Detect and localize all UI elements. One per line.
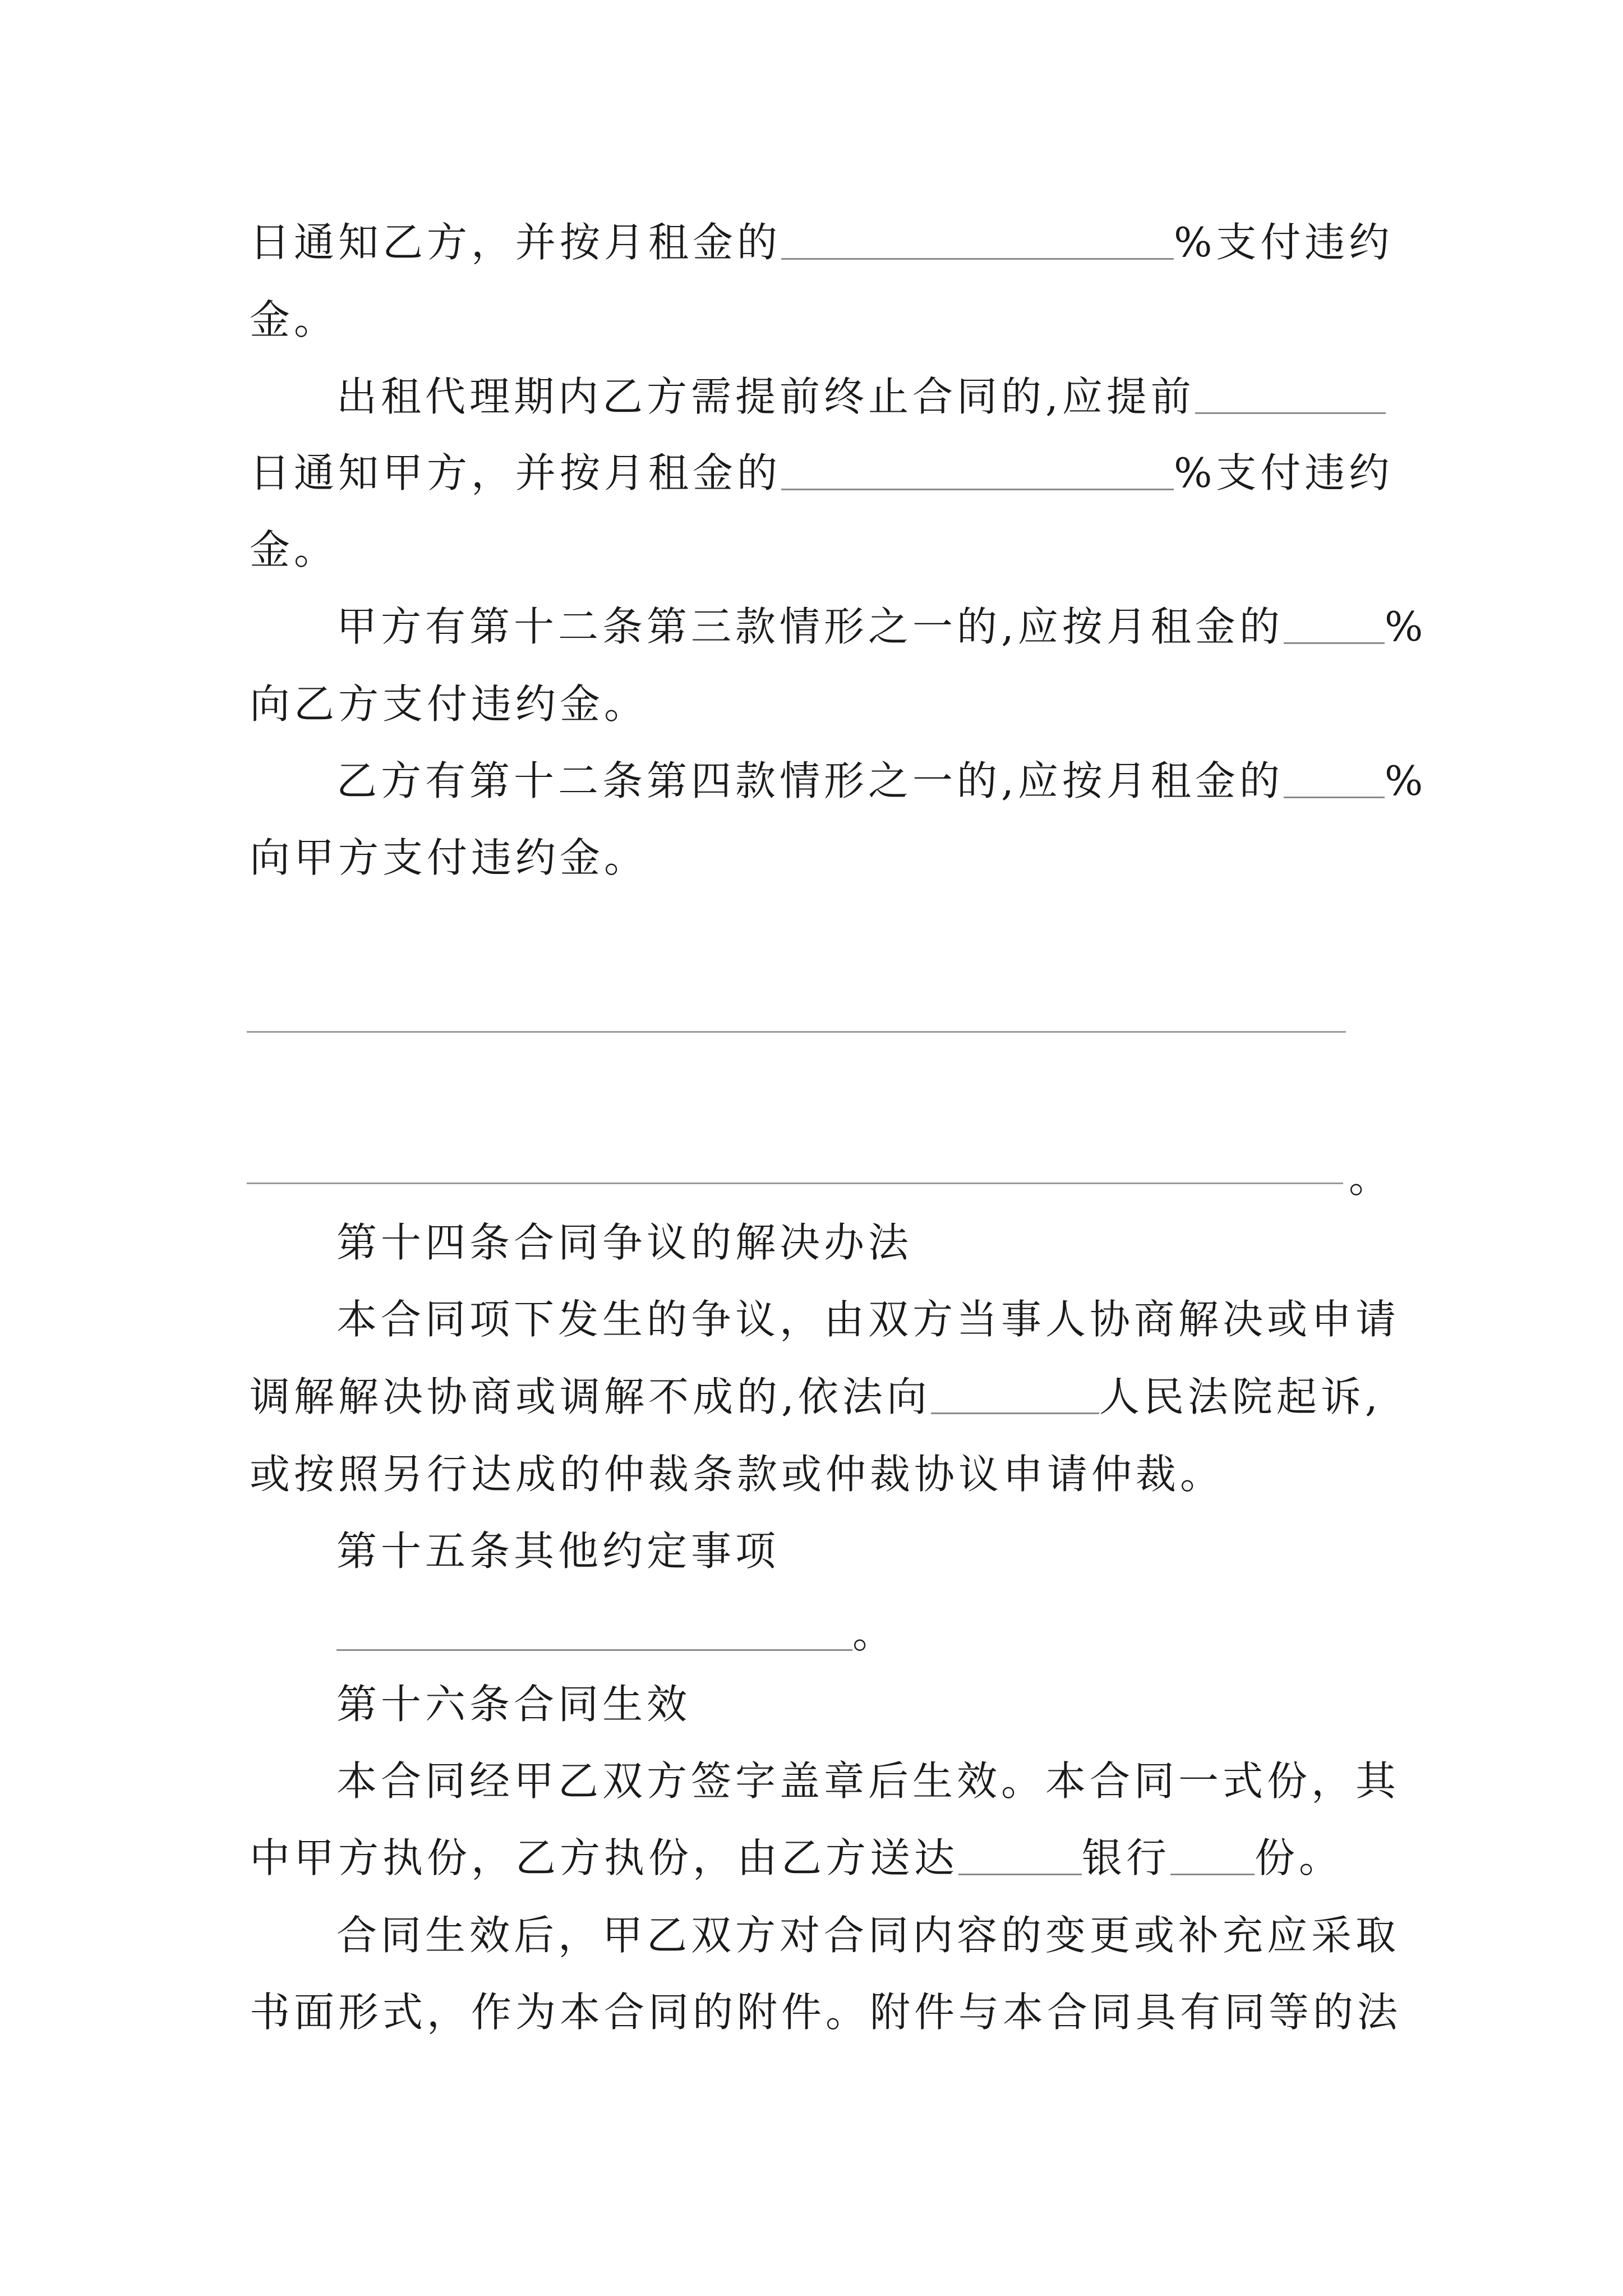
text-segment: % — [1384, 603, 1427, 650]
text-line — [250, 439, 1393, 507]
text-line — [250, 209, 1393, 276]
text-line — [250, 670, 648, 738]
text-segment: 人民法院起诉, — [1099, 1373, 1382, 1420]
text-line — [336, 747, 1427, 815]
text-segment: 日通知乙方，并按月租金的 — [250, 219, 782, 266]
text-line — [250, 516, 338, 583]
text-segment: 合同生效后，甲乙双方对合同内容的变更或补充应采取 — [336, 1912, 1400, 1959]
text-segment: 或按照另行达成的仲裁条款或仲裁协议申请仲裁。 — [250, 1451, 1225, 1498]
text-line — [250, 1363, 1382, 1430]
text-segment: 书面形式，作为本合同的附件。附件与本合同具有同等的法 — [250, 1989, 1402, 2036]
text-line — [336, 1600, 897, 1667]
fill-blank[interactable] — [1195, 372, 1386, 414]
fill-rule[interactable] — [247, 1031, 1346, 1033]
fill-blank[interactable] — [781, 448, 1174, 490]
text-segment: 。 — [1349, 1154, 1390, 1202]
article-15-title: 第十五条其他约定事项 — [336, 1527, 780, 1575]
text-line — [336, 1286, 1400, 1353]
fill-blank[interactable] — [1170, 1833, 1255, 1875]
text-segment: 中甲方执份，乙方执份，由乙方送达 — [250, 1834, 959, 1881]
text-segment: 日通知甲方，并按月租金的 — [250, 449, 782, 496]
text-segment: 甲方有第十二条第三款情形之一的,应按月租金的 — [336, 603, 1284, 650]
text-segment: 金。 — [250, 296, 339, 343]
text-line — [250, 1978, 1401, 2046]
fill-blank[interactable] — [336, 1609, 852, 1651]
text-line — [250, 824, 648, 891]
text-segment: 。 — [852, 1610, 897, 1657]
text-segment: %支付违约 — [1174, 449, 1394, 496]
text-segment: %支付违约 — [1174, 219, 1394, 266]
text-segment: 银行 — [1082, 1834, 1171, 1881]
text-segment: % — [1384, 757, 1427, 804]
fill-blank[interactable] — [958, 1833, 1082, 1875]
text-line — [336, 1902, 1400, 1969]
text-segment: 份。 — [1255, 1834, 1344, 1881]
fill-blank[interactable] — [1284, 756, 1385, 798]
fill-blank[interactable] — [1284, 602, 1385, 644]
text-segment: 出租代理期内乙方需提前终止合同的,应提前 — [336, 373, 1195, 420]
text-segment: 调解解决协商或调解不成的,依法向 — [250, 1373, 931, 1420]
fill-blank[interactable] — [781, 218, 1174, 260]
text-segment: 向甲方支付违约金。 — [250, 834, 649, 881]
text-line — [336, 593, 1427, 660]
text-segment: 向乙方支付违约金。 — [250, 680, 649, 728]
text-segment: 本合同项下发生的争议，由双方当事人协商解决或申请 — [336, 1296, 1400, 1343]
text-line — [250, 1441, 1224, 1508]
fill-rule[interactable] — [247, 1182, 1343, 1184]
text-segment: 乙方有第十二条第四款情形之一的,应按月租金的 — [336, 757, 1284, 804]
text-segment: 本合同经甲乙双方签字盖章后生效。本合同一式份，其 — [336, 1757, 1400, 1805]
text-line — [336, 1747, 1400, 1815]
text-segment: 金。 — [250, 526, 339, 573]
text-line — [250, 1824, 1343, 1892]
article-16-title: 第十六条合同生效 — [336, 1681, 691, 1728]
text-line — [250, 286, 338, 353]
text-line — [336, 363, 1386, 430]
article-14-title: 第十四条合同争议的解决办法 — [336, 1219, 913, 1266]
fill-blank[interactable] — [931, 1372, 1099, 1414]
